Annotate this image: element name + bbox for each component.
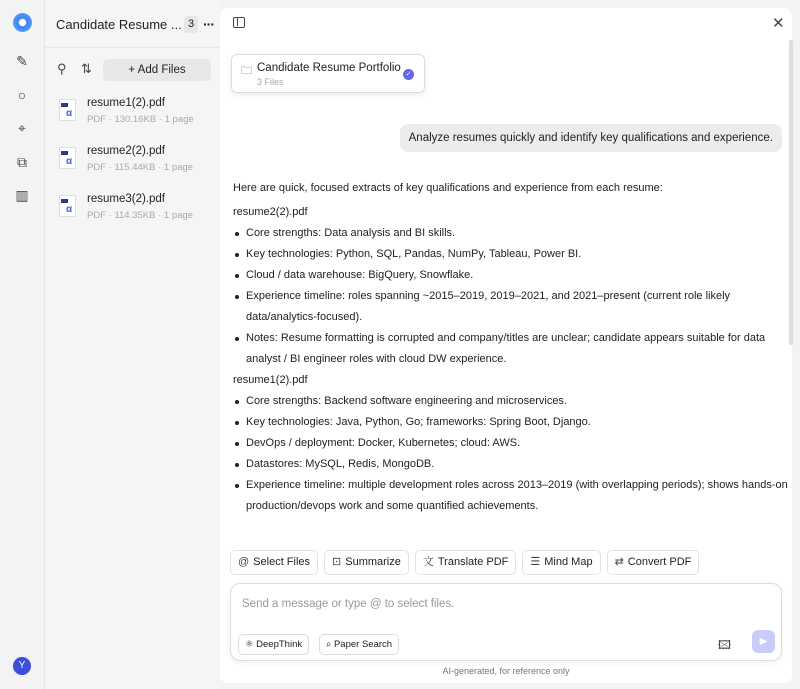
chip-label: Translate PDF <box>437 556 509 568</box>
app-logo[interactable] <box>13 13 32 32</box>
select-files-button[interactable] <box>230 550 318 575</box>
bullet: Datastores: MySQL, Redis, MongoDB. <box>233 454 789 475</box>
chip-label: Mind Map <box>544 556 593 568</box>
pdf-icon <box>59 99 76 121</box>
input-placeholder: Send a message or type @ to select files. <box>242 598 455 610</box>
add-files-button[interactable] <box>103 59 211 81</box>
doc-search-icon[interactable]: ⧉ <box>17 154 27 170</box>
file-item[interactable] <box>57 145 217 179</box>
summarize-button[interactable] <box>324 550 409 575</box>
close-icon[interactable]: ✕ <box>772 15 785 32</box>
quick-actions <box>230 550 699 575</box>
send-button[interactable]: ▶ <box>752 630 775 653</box>
mind-map-icon: ☰ <box>530 556 541 568</box>
more-icon[interactable]: ··· <box>203 16 214 32</box>
bullet: Experience timeline: multiple development roles across 2013–2019 (with overlapping periods); shows hands-on production/devops work and some quantified achievements. <box>233 475 789 517</box>
pdf-icon <box>59 195 76 217</box>
avatar[interactable]: Y <box>13 657 31 675</box>
file-meta: PDF · 114.35KB · 1 page <box>87 210 193 221</box>
file-count-badge: 3 <box>184 16 198 33</box>
file-meta: PDF · 115.44KB · 1 page <box>87 162 193 173</box>
search-icon[interactable]: ○ <box>17 87 27 103</box>
disclaimer: AI-generated, for reference only <box>442 666 570 676</box>
translate-icon: 文 <box>422 556 434 568</box>
summarize-icon: ⊡ <box>332 556 342 568</box>
atom-icon: ⚛ <box>245 639 257 650</box>
bullet: Notes: Resume formatting is corrupted and company/titles are unclear; candidate appears suitable for data analyst / BI engineer roles with cloud DW experience. <box>233 328 789 370</box>
chat-panel <box>220 8 792 683</box>
chip-label: Select Files <box>253 556 311 568</box>
portfolio-title: Candidate Resume ... <box>56 16 182 32</box>
plus-icon: + <box>128 64 138 76</box>
at-icon: @ <box>238 556 250 568</box>
file-item[interactable] <box>57 193 217 227</box>
mind-map-button[interactable] <box>522 550 600 575</box>
bullet: Cloud / data warehouse: BigQuery, Snowflake. <box>233 265 789 286</box>
sort-icon[interactable]: ⇅ <box>81 61 92 76</box>
new-chat-icon[interactable]: ✎ <box>16 53 28 69</box>
chip-label: Summarize <box>345 556 401 568</box>
paper-search-icon: ⌕ <box>326 639 334 650</box>
translate-pdf-button[interactable] <box>415 550 517 575</box>
telescope-icon[interactable]: ⌖ <box>18 120 26 136</box>
bullet: Experience timeline: roles spanning ~2015–2019, 2019–2021, and 2021–present (current role likely data/analytics-focused). <box>233 286 789 328</box>
answer-intro: Here are quick, focused extracts of key qualifications and experience from each resume: <box>233 182 663 194</box>
file-meta: PDF · 130.16KB · 1 page <box>87 114 194 125</box>
file-name: resume2(2).pdf <box>87 145 165 157</box>
deepthink-label: DeepThink <box>256 639 303 650</box>
bullet: Key technologies: Java, Python, Go; frameworks: Spring Boot, Django. <box>233 412 789 433</box>
bullet: DevOps / deployment: Docker, Kubernetes; cloud: AWS. <box>233 433 789 454</box>
file-item[interactable] <box>57 97 217 131</box>
scrollbar[interactable] <box>789 40 793 345</box>
sidebar-toggle-icon[interactable] <box>233 17 245 28</box>
left-rail <box>0 0 45 689</box>
library-icon[interactable]: ▥ <box>15 187 29 203</box>
search-icon[interactable]: ⚲ <box>57 61 67 76</box>
convert-icon: ⇄ <box>614 556 624 568</box>
add-files-label: Add Files <box>137 64 186 76</box>
convert-pdf-button[interactable] <box>607 550 700 575</box>
portfolio-card[interactable] <box>231 54 425 93</box>
check-icon: ✓ <box>403 69 414 80</box>
section-heading: resume1(2).pdf <box>233 374 308 386</box>
file-panel <box>45 0 220 689</box>
bullet: Core strengths: Data analysis and BI skills. <box>233 223 789 244</box>
user-message: Analyze resumes quickly and identify key qualifications and experience. <box>400 124 782 152</box>
image-upload-icon[interactable]: 🖾 <box>718 638 732 652</box>
bullet: Key technologies: Python, SQL, Pandas, NumPy, Tableau, Power BI. <box>233 244 789 265</box>
bullet: Core strengths: Backend software engineering and microservices. <box>233 391 789 412</box>
section-heading: resume2(2).pdf <box>233 206 308 218</box>
paper-search-toggle[interactable] <box>319 634 399 655</box>
assistant-message <box>233 178 789 517</box>
file-panel-header <box>56 14 214 34</box>
folder-icon: 🗀 <box>241 65 252 77</box>
chip-label: Convert PDF <box>627 556 692 568</box>
pdf-icon <box>59 147 76 169</box>
message-input[interactable] <box>230 583 782 661</box>
file-name: resume3(2).pdf <box>87 193 165 205</box>
deepthink-toggle[interactable] <box>238 634 309 655</box>
divider <box>45 47 220 48</box>
paper-search-label: Paper Search <box>333 639 393 650</box>
portfolio-card-subtitle: 3 Files <box>257 77 284 87</box>
file-name: resume1(2).pdf <box>87 97 165 109</box>
portfolio-card-title: Candidate Resume Portfolio <box>257 62 401 74</box>
